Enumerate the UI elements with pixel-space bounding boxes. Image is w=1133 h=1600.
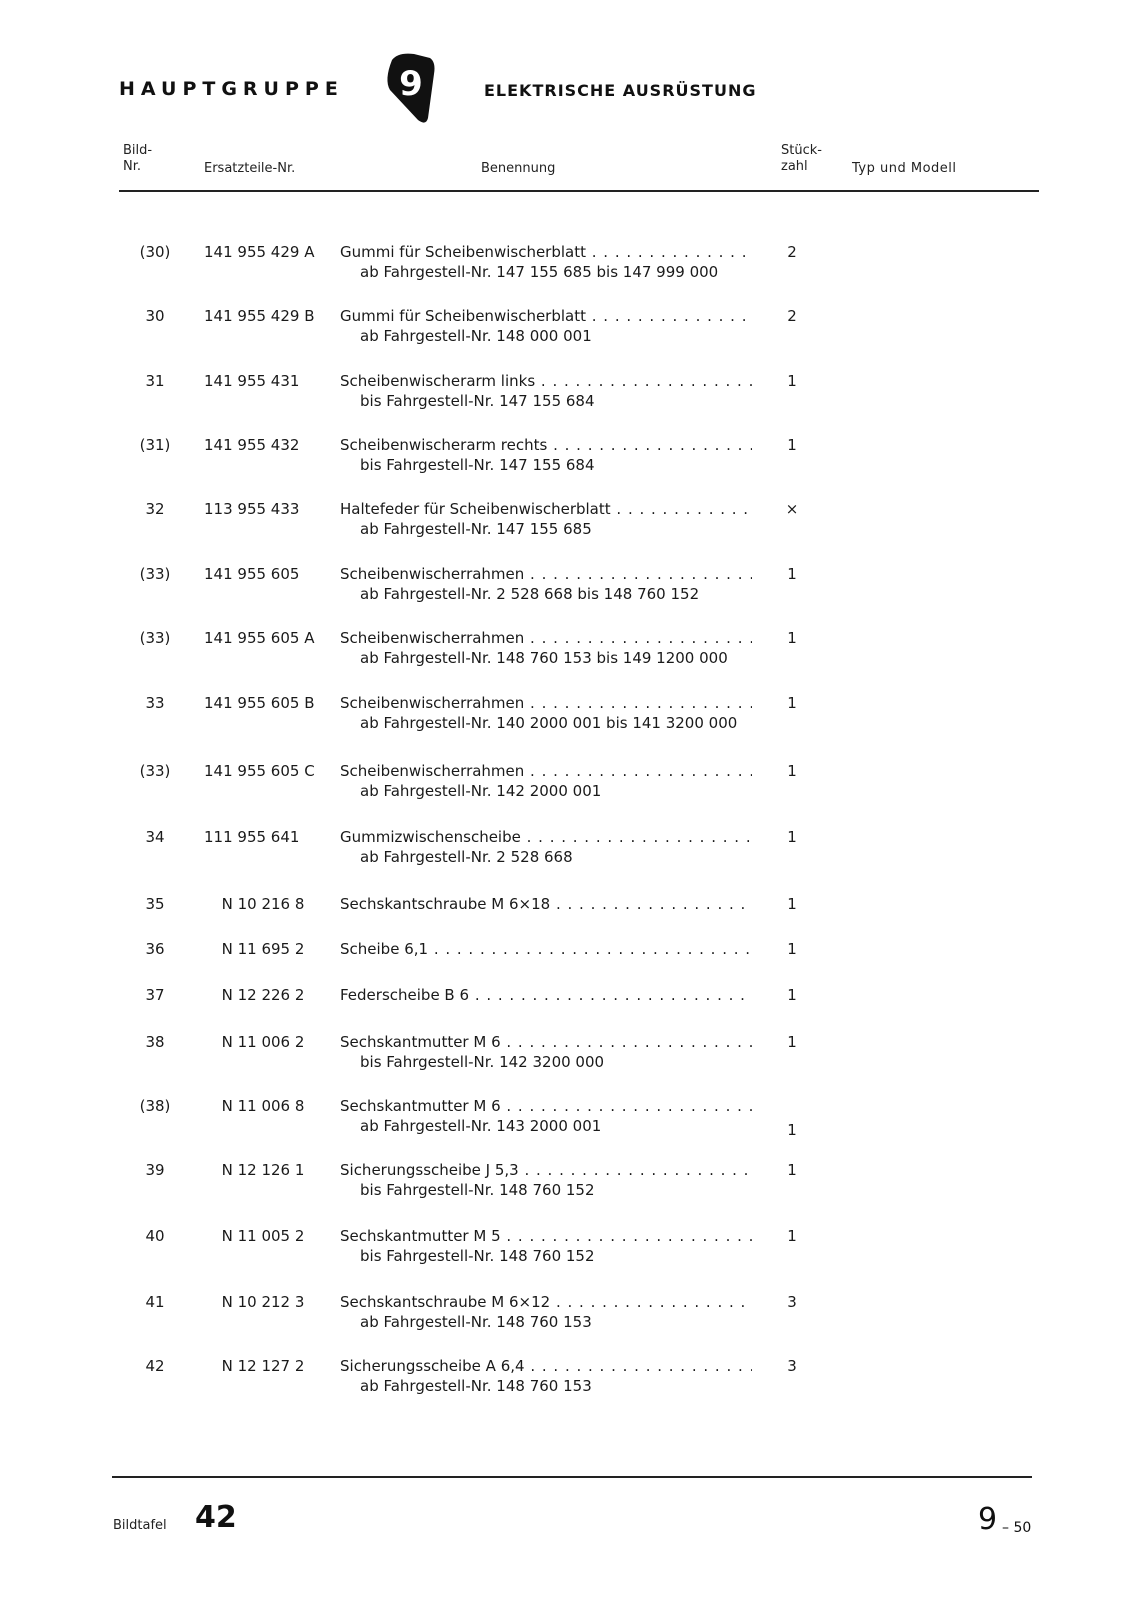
table-row bbox=[0, 761, 1133, 807]
bild-nr: (33) bbox=[139, 762, 171, 780]
description-note: ab Fahrgestell-Nr. 142 2000 001 bbox=[360, 782, 602, 800]
header-divider bbox=[119, 190, 1039, 192]
table-row bbox=[0, 1032, 1133, 1078]
group-number-badge bbox=[384, 50, 442, 126]
description: Scheibenwischerarm links . . . bbox=[340, 371, 752, 391]
group-label: HAUPTGRUPPE bbox=[119, 78, 344, 100]
description: Sechskantschraube M 6×12 . . . bbox=[340, 1292, 752, 1312]
column-header-bild-line2: Nr. bbox=[123, 159, 142, 174]
description: Gummi für Scheibenwischerblatt . . . bbox=[340, 306, 752, 326]
footer-divider bbox=[112, 1476, 1032, 1478]
bild-nr: 30 bbox=[145, 307, 165, 325]
section-title: ELEKTRISCHE AUSRÜSTUNG bbox=[484, 81, 757, 100]
description-note: bis Fahrgestell-Nr. 142 3200 000 bbox=[360, 1053, 605, 1071]
quantity: 1 bbox=[787, 1161, 797, 1179]
description-note: ab Fahrgestell-Nr. 2 528 668 bbox=[360, 848, 573, 866]
description-note: bis Fahrgestell-Nr. 147 155 684 bbox=[360, 392, 595, 410]
bild-nr: 40 bbox=[145, 1227, 165, 1245]
page-number-sub: – 50 bbox=[1002, 1520, 1032, 1536]
bildtafel-label: Bildtafel bbox=[113, 1518, 167, 1533]
quantity: 3 bbox=[787, 1357, 797, 1375]
description-note: ab Fahrgestell-Nr. 148 000 001 bbox=[360, 327, 592, 345]
part-number: 141 955 432 bbox=[204, 436, 300, 454]
description: Scheibenwischerrahmen . . . bbox=[340, 628, 752, 648]
bild-nr: 31 bbox=[145, 372, 165, 390]
part-number: N 10 216 8 bbox=[221, 895, 305, 913]
description: Sechskantmutter M 5 . . . bbox=[340, 1226, 752, 1246]
table-row bbox=[0, 306, 1133, 352]
bild-nr: (38) bbox=[139, 1097, 171, 1115]
table-row bbox=[0, 628, 1133, 674]
table-row bbox=[0, 1160, 1133, 1206]
description-note: bis Fahrgestell-Nr. 148 760 152 bbox=[360, 1181, 595, 1199]
description: Sicherungsscheibe J 5,3 . . . bbox=[340, 1160, 752, 1180]
bild-nr: (33) bbox=[139, 629, 171, 647]
description: Sechskantmutter M 6 . . . bbox=[340, 1096, 752, 1116]
description-note: bis Fahrgestell-Nr. 148 760 152 bbox=[360, 1247, 595, 1265]
quantity: 1 bbox=[787, 565, 797, 583]
column-header-stueck-line1: Stück- bbox=[781, 143, 822, 158]
description: Scheibe 6,1 . . . bbox=[340, 939, 752, 959]
bild-nr: 33 bbox=[145, 694, 165, 712]
group-number: 9 bbox=[399, 64, 423, 104]
quantity: × bbox=[785, 500, 799, 518]
description: Gummi für Scheibenwischerblatt . . . bbox=[340, 242, 752, 262]
bild-nr: 37 bbox=[145, 986, 165, 1004]
description-note: ab Fahrgestell-Nr. 147 155 685 bbox=[360, 520, 592, 538]
bild-nr: 35 bbox=[145, 895, 165, 913]
table-row bbox=[0, 1096, 1133, 1142]
column-header-typ-modell: Typ und Modell bbox=[852, 161, 957, 176]
bild-nr: (31) bbox=[139, 436, 171, 454]
quantity: 3 bbox=[787, 1293, 797, 1311]
quantity: 1 bbox=[787, 1033, 797, 1051]
description-note: ab Fahrgestell-Nr. 148 760 153 bbox=[360, 1313, 592, 1331]
description: Scheibenwischerrahmen . . . bbox=[340, 761, 752, 781]
table-row bbox=[0, 939, 1133, 985]
description: Federscheibe B 6 . . . bbox=[340, 985, 752, 1005]
quantity: 1 bbox=[787, 629, 797, 647]
bild-nr: 38 bbox=[145, 1033, 165, 1051]
quantity: 2 bbox=[787, 307, 797, 325]
description: Gummizwischenscheibe . . . bbox=[340, 827, 752, 847]
column-header-benennung: Benennung bbox=[481, 161, 556, 176]
part-number: N 11 005 2 bbox=[221, 1227, 305, 1245]
column-header-ersatzteile: Ersatzteile-Nr. bbox=[204, 161, 296, 176]
bild-nr: 42 bbox=[145, 1357, 165, 1375]
description-note: ab Fahrgestell-Nr. 148 760 153 bbox=[360, 1377, 592, 1395]
quantity: 1 bbox=[787, 828, 797, 846]
bild-nr: 41 bbox=[145, 1293, 165, 1311]
table-row bbox=[0, 1356, 1133, 1402]
quantity: 1 bbox=[787, 1227, 797, 1245]
quantity: 1 bbox=[787, 762, 797, 780]
description-note: ab Fahrgestell-Nr. 2 528 668 bis 148 760 152 bbox=[360, 585, 700, 603]
bild-nr: 34 bbox=[145, 828, 165, 846]
table-row bbox=[0, 985, 1133, 1031]
quantity: 1 bbox=[787, 436, 797, 454]
bild-nr: 39 bbox=[145, 1161, 165, 1179]
table-row bbox=[0, 1292, 1133, 1338]
part-number: 111 955 641 bbox=[204, 828, 300, 846]
table-row bbox=[0, 242, 1133, 288]
quantity: 1 bbox=[787, 372, 797, 390]
table-row bbox=[0, 827, 1133, 873]
bild-nr: 32 bbox=[145, 500, 165, 518]
part-number: 141 955 429 B bbox=[204, 307, 315, 325]
bildtafel-number: 42 bbox=[195, 1500, 237, 1535]
bild-nr: (30) bbox=[139, 243, 171, 261]
bild-nr: 36 bbox=[145, 940, 165, 958]
table-row bbox=[0, 894, 1133, 940]
description-note: ab Fahrgestell-Nr. 147 155 685 bis 147 999 000 bbox=[360, 263, 719, 281]
part-number: N 12 226 2 bbox=[221, 986, 305, 1004]
bild-nr: (33) bbox=[139, 565, 171, 583]
quantity: 1 bbox=[787, 1121, 797, 1139]
quantity: 1 bbox=[787, 940, 797, 958]
description-note: ab Fahrgestell-Nr. 140 2000 001 bis 141 3200 000 bbox=[360, 714, 738, 732]
quantity: 1 bbox=[787, 895, 797, 913]
description-note: ab Fahrgestell-Nr. 148 760 153 bis 149 1200 000 bbox=[360, 649, 728, 667]
table-row bbox=[0, 1226, 1133, 1272]
part-number: N 11 006 8 bbox=[221, 1097, 305, 1115]
part-number: N 11 695 2 bbox=[221, 940, 305, 958]
part-number: 141 955 605 A bbox=[204, 629, 315, 647]
part-number: 141 955 429 A bbox=[204, 243, 315, 261]
description-note: bis Fahrgestell-Nr. 147 155 684 bbox=[360, 456, 595, 474]
part-number: N 12 127 2 bbox=[221, 1357, 305, 1375]
table-row bbox=[0, 435, 1133, 481]
column-header-bild bbox=[123, 143, 152, 175]
quantity: 1 bbox=[787, 694, 797, 712]
column-header-stueck-line2: zahl bbox=[781, 159, 808, 174]
quantity: 2 bbox=[787, 243, 797, 261]
column-header-stueckzahl bbox=[781, 143, 822, 175]
description: Scheibenwischerrahmen . . . bbox=[340, 693, 752, 713]
column-header-bild-line1: Bild- bbox=[123, 143, 153, 158]
description: Sechskantmutter M 6 . . . bbox=[340, 1032, 752, 1052]
part-number: N 12 126 1 bbox=[221, 1161, 305, 1179]
description: Scheibenwischerarm rechts . . . bbox=[340, 435, 752, 455]
part-number: N 11 006 2 bbox=[221, 1033, 305, 1051]
description: Scheibenwischerrahmen . . . bbox=[340, 564, 752, 584]
part-number: 141 955 431 bbox=[204, 372, 300, 390]
page-number-main: 9 bbox=[978, 1502, 998, 1537]
description: Haltefeder für Scheibenwischerblatt . . . bbox=[340, 499, 752, 519]
table-row bbox=[0, 564, 1133, 610]
table-row bbox=[0, 499, 1133, 545]
quantity: 1 bbox=[787, 986, 797, 1004]
part-number: 113 955 433 bbox=[204, 500, 300, 518]
part-number: 141 955 605 bbox=[204, 565, 300, 583]
description: Sechskantschraube M 6×18 . . . bbox=[340, 894, 752, 914]
part-number: 141 955 605 B bbox=[204, 694, 315, 712]
table-row bbox=[0, 693, 1133, 739]
part-number: 141 955 605 C bbox=[204, 762, 315, 780]
part-number: N 10 212 3 bbox=[221, 1293, 305, 1311]
table-row bbox=[0, 371, 1133, 417]
description-note: ab Fahrgestell-Nr. 143 2000 001 bbox=[360, 1117, 602, 1135]
description: Sicherungsscheibe A 6,4 . . . bbox=[340, 1356, 752, 1376]
